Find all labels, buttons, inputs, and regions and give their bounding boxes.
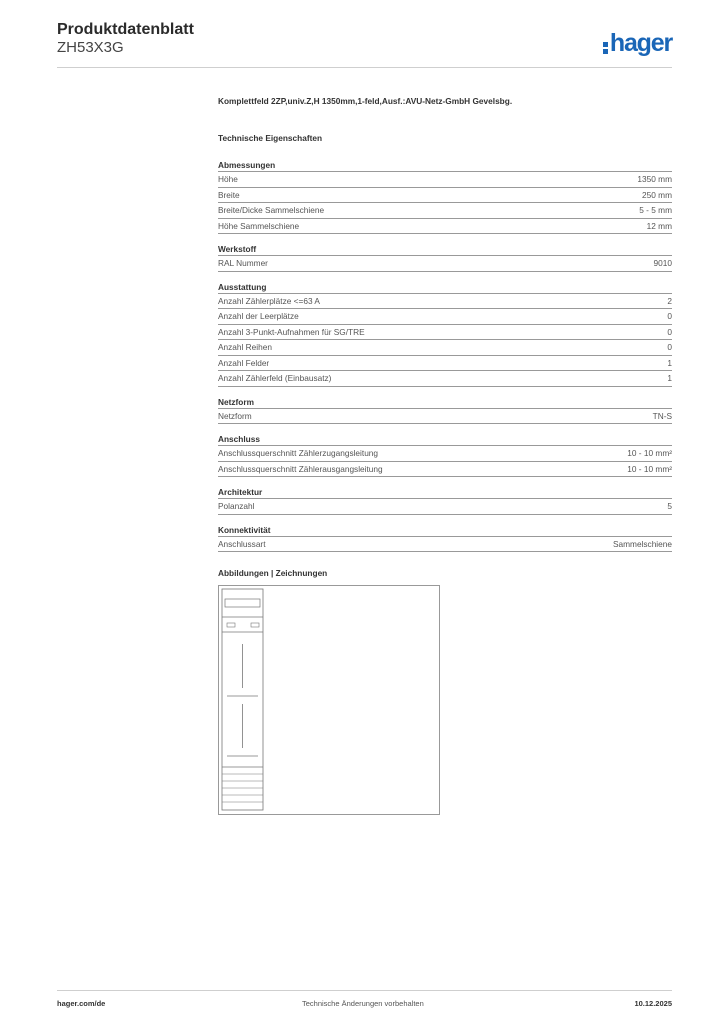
- product-drawing: [218, 585, 440, 815]
- header-divider: [57, 67, 672, 68]
- property-row: [218, 446, 672, 462]
- property-row: [218, 340, 672, 356]
- property-label: Polanzahl: [218, 501, 255, 511]
- footer-website-link[interactable]: hager.com/de: [57, 999, 106, 1008]
- property-row: [218, 462, 672, 478]
- property-row: [218, 219, 672, 235]
- property-group: [218, 243, 672, 272]
- property-value: 1350 mm: [637, 174, 672, 184]
- property-value: 0: [667, 342, 672, 352]
- group-title: Abmessungen: [218, 159, 672, 172]
- property-value: 1: [667, 373, 672, 383]
- property-label: Höhe Sammelschiene: [218, 220, 300, 231]
- hager-logo: [603, 29, 672, 58]
- property-value: 0: [667, 326, 672, 337]
- footer-date: 10.12.2025: [634, 999, 672, 1008]
- group-title: Architektur: [218, 486, 672, 499]
- property-label: Breite: [218, 189, 240, 200]
- property-row: [218, 172, 672, 188]
- datasheet-content: [218, 96, 672, 578]
- property-label: Höhe: [218, 174, 238, 184]
- property-label: Anschlussart: [218, 538, 266, 549]
- property-value: 2: [667, 295, 672, 306]
- property-value: 9010: [653, 258, 672, 268]
- property-label: Breite/Dicke Sammelschiene: [218, 205, 325, 215]
- logo-text: hager: [609, 29, 672, 57]
- property-label: Anzahl Felder: [218, 357, 270, 368]
- footer-notice: Technische Änderungen vorbehalten: [302, 999, 424, 1008]
- technical-heading: Technische Eigenschaften: [218, 133, 323, 143]
- property-label: Anschlussquerschnitt Zählerausgangsleitung: [218, 463, 383, 474]
- property-row: [218, 499, 672, 515]
- group-title: Ausstattung: [218, 281, 672, 294]
- page-title: Produktdatenblatt: [57, 21, 194, 38]
- meter-cabinet-drawing: [219, 586, 439, 814]
- group-title: Werkstoff: [218, 243, 672, 256]
- property-group: [218, 159, 672, 234]
- property-group: [218, 524, 672, 553]
- logo-dots-icon: [603, 42, 608, 47]
- property-row: [218, 325, 672, 341]
- property-label: Anschlussquerschnitt Zählerzugangsleitung: [218, 448, 379, 458]
- property-value: 0: [667, 311, 672, 321]
- property-label: Anzahl Zählerfeld (Einbausatz): [218, 373, 332, 383]
- property-value: 5: [667, 501, 672, 511]
- product-description: Komplettfeld 2ZP,univ.Z,H 1350mm,1-feld,Ausf.:AVU-Netz-GmbH Gevelsbg.: [218, 96, 513, 106]
- property-value: 5 - 5 mm: [639, 205, 672, 215]
- property-label: Anzahl der Leerplätze: [218, 311, 299, 321]
- property-row: [218, 309, 672, 325]
- property-value: Sammelschiene: [612, 538, 672, 549]
- property-label: Netzform: [218, 410, 252, 421]
- product-code: ZH53X3G: [57, 39, 124, 56]
- property-row: [218, 256, 672, 272]
- property-row: [218, 409, 672, 425]
- footer-divider: [57, 990, 672, 991]
- property-label: RAL Nummer: [218, 258, 268, 268]
- property-value: 10 - 10 mm²: [627, 448, 672, 458]
- property-row: [218, 356, 672, 372]
- property-group: [218, 433, 672, 477]
- group-title: Anschluss: [218, 433, 672, 446]
- property-label: Anzahl 3-Punkt-Aufnahmen für SG/TRE: [218, 326, 365, 337]
- property-group: [218, 396, 672, 425]
- images-heading: Abbildungen | Zeichnungen: [218, 568, 328, 578]
- property-row: [218, 537, 672, 553]
- property-value: 10 - 10 mm²: [627, 463, 672, 474]
- property-groups: [218, 159, 672, 552]
- property-row: [218, 294, 672, 310]
- property-value: 250 mm: [642, 189, 672, 200]
- property-row: [218, 203, 672, 219]
- property-value: 1: [667, 357, 672, 368]
- property-label: Anzahl Reihen: [218, 342, 272, 352]
- property-value: 12 mm: [646, 220, 672, 231]
- property-value: TN-S: [652, 410, 672, 421]
- property-group: [218, 281, 672, 387]
- property-row: [218, 188, 672, 204]
- property-row: [218, 371, 672, 387]
- property-group: [218, 486, 672, 515]
- group-title: Konnektivität: [218, 524, 672, 537]
- property-label: Anzahl Zählerplätze <=63 A: [218, 295, 320, 306]
- group-title: Netzform: [218, 396, 672, 409]
